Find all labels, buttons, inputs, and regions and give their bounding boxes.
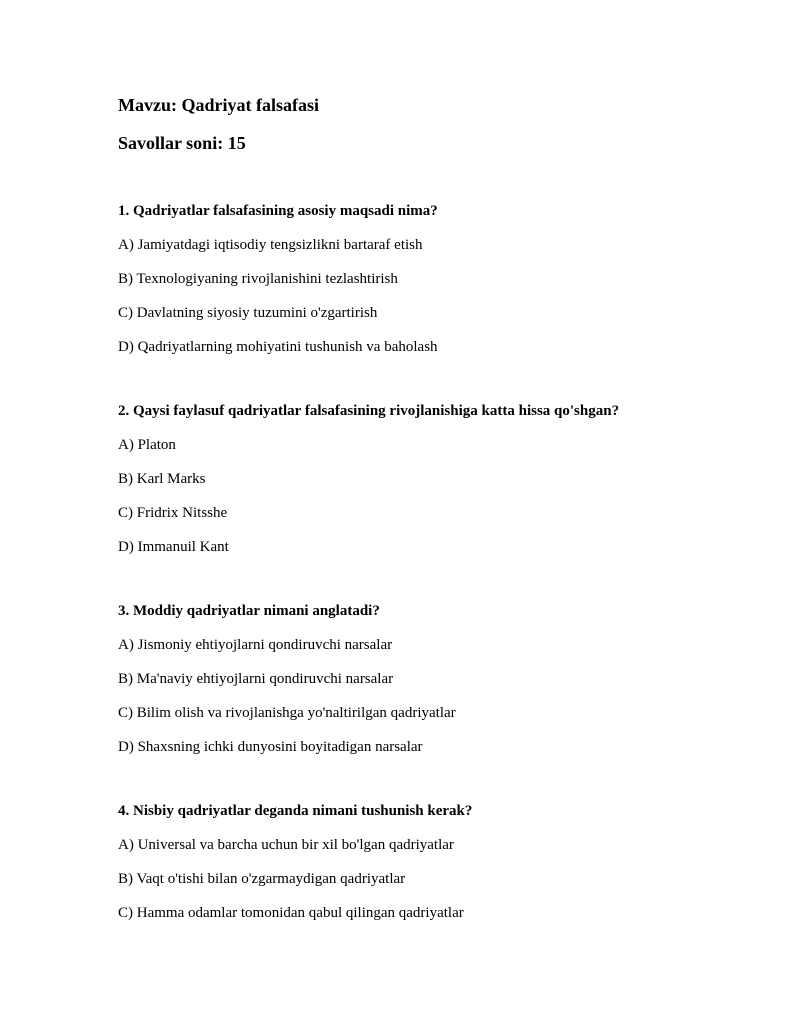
- document-content: [118, 92, 758, 923]
- answer-option-b: B) Ma'naviy ehtiyojlarni qondiruvchi narsalar: [118, 671, 394, 687]
- question-text: 1. Qadriyatlar falsafasining asosiy maqsadi nima?: [118, 203, 438, 219]
- answer-option-d: D) Qadriyatlarning mohiyatini tushunish va baholash: [118, 339, 438, 355]
- answer-option-a: A) Platon: [118, 437, 176, 453]
- answer-option-d: D) Shaxsning ichki dunyosini boyitadigan narsalar: [118, 739, 423, 755]
- answer-option-d: D) Immanuil Kant: [118, 539, 229, 555]
- question-block-1: [118, 201, 758, 357]
- document-title: Mavzu: Qadriyat falsafasi: [118, 95, 319, 115]
- answer-option-c: C) Bilim olish va rivojlanishga yo'naltirilgan qadriyatlar: [118, 705, 456, 721]
- question-block-2: [118, 401, 758, 557]
- question-text: 3. Moddiy qadriyatlar nimani anglatadi?: [118, 603, 380, 619]
- question-block-3: [118, 601, 758, 757]
- answer-option-a: A) Universal va barcha uchun bir xil bo'lgan qadriyatlar: [118, 837, 454, 853]
- answer-option-b: B) Texnologiyaning rivojlanishini tezlashtirish: [118, 271, 398, 287]
- answer-option-b: B) Vaqt o'tishi bilan o'zgarmaydigan qadriyatlar: [118, 871, 406, 887]
- question-block-4: [118, 801, 758, 923]
- answer-option-a: A) Jismoniy ehtiyojlarni qondiruvchi narsalar: [118, 637, 393, 653]
- answer-option-c: C) Davlatning siyosiy tuzumini o'zgartirish: [118, 305, 378, 321]
- question-text: 2. Qaysi faylasuf qadriyatlar falsafasining rivojlanishiga katta hissa qo'shgan?: [118, 403, 620, 419]
- answer-option-b: B) Karl Marks: [118, 471, 206, 487]
- answer-option-c: C) Fridrix Nitsshe: [118, 505, 228, 521]
- question-count: Savollar soni: 15: [118, 133, 246, 153]
- answer-option-c: C) Hamma odamlar tomonidan qabul qilingan qadriyatlar: [118, 905, 464, 921]
- question-text: 4. Nisbiy qadriyatlar deganda nimani tushunish kerak?: [118, 803, 473, 819]
- answer-option-a: A) Jamiyatdagi iqtisodiy tengsizlikni bartaraf etish: [118, 237, 423, 253]
